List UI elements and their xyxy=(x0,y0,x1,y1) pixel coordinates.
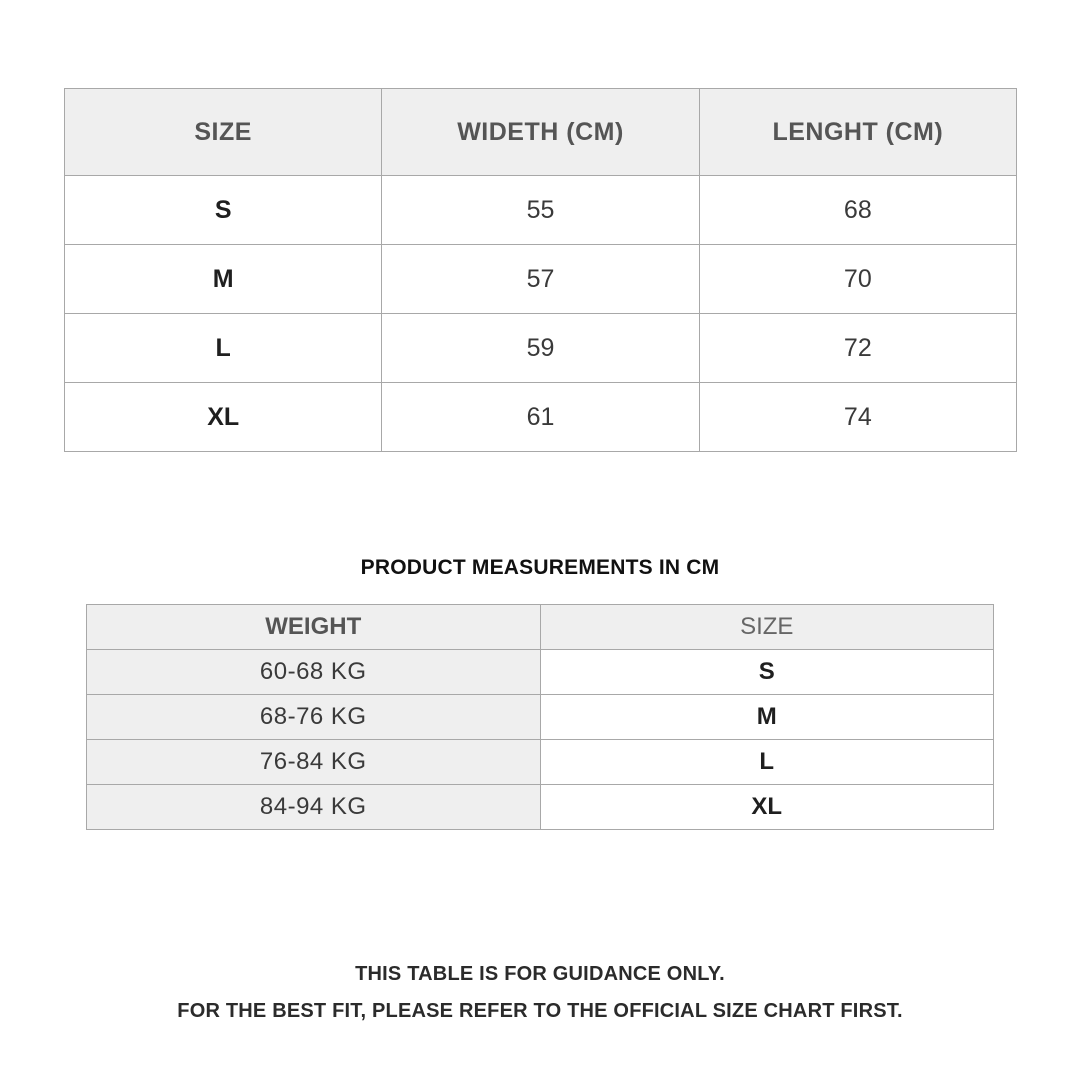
length-cell: 70 xyxy=(699,245,1016,314)
width-cell: 61 xyxy=(382,383,699,452)
size-cell: L xyxy=(65,314,382,383)
table-header-row xyxy=(65,89,1017,176)
size-cell: L xyxy=(540,740,994,785)
table-row xyxy=(65,176,1017,245)
length-cell: 68 xyxy=(699,176,1016,245)
width-cell: 57 xyxy=(382,245,699,314)
size-cell: XL xyxy=(65,383,382,452)
size-column-header: SIZE xyxy=(540,605,994,650)
table-row xyxy=(87,785,994,830)
size-cell: S xyxy=(65,176,382,245)
length-cell: 72 xyxy=(699,314,1016,383)
table-row xyxy=(87,740,994,785)
table-row xyxy=(87,650,994,695)
weight-cell: 76-84 KG xyxy=(87,740,541,785)
size-cell: XL xyxy=(540,785,994,830)
size-cell: M xyxy=(65,245,382,314)
width-cell: 59 xyxy=(382,314,699,383)
weight-column-header: WEIGHT xyxy=(87,605,541,650)
weight-cell: 68-76 KG xyxy=(87,695,541,740)
weight-size-table xyxy=(86,604,994,830)
length-column-header: LENGHT (CM) xyxy=(699,89,1016,176)
length-cell: 74 xyxy=(699,383,1016,452)
size-measurement-table xyxy=(64,88,1017,452)
size-column-header: SIZE xyxy=(65,89,382,176)
size-chart-note: FOR THE BEST FIT, PLEASE REFER TO THE OFFICIAL SIZE CHART FIRST. xyxy=(177,1000,903,1022)
table-row xyxy=(65,383,1017,452)
width-cell: 55 xyxy=(382,176,699,245)
table-row xyxy=(65,314,1017,383)
weight-cell: 60-68 KG xyxy=(87,650,541,695)
measurements-caption: PRODUCT MEASUREMENTS IN CM xyxy=(360,556,720,579)
table-header-row xyxy=(87,605,994,650)
size-cell: S xyxy=(540,650,994,695)
weight-cell: 84-94 KG xyxy=(87,785,541,830)
table-row xyxy=(87,695,994,740)
table-row xyxy=(65,245,1017,314)
width-column-header: WIDETH (CM) xyxy=(382,89,699,176)
guidance-note: THIS TABLE IS FOR GUIDANCE ONLY. xyxy=(355,963,725,985)
size-cell: M xyxy=(540,695,994,740)
